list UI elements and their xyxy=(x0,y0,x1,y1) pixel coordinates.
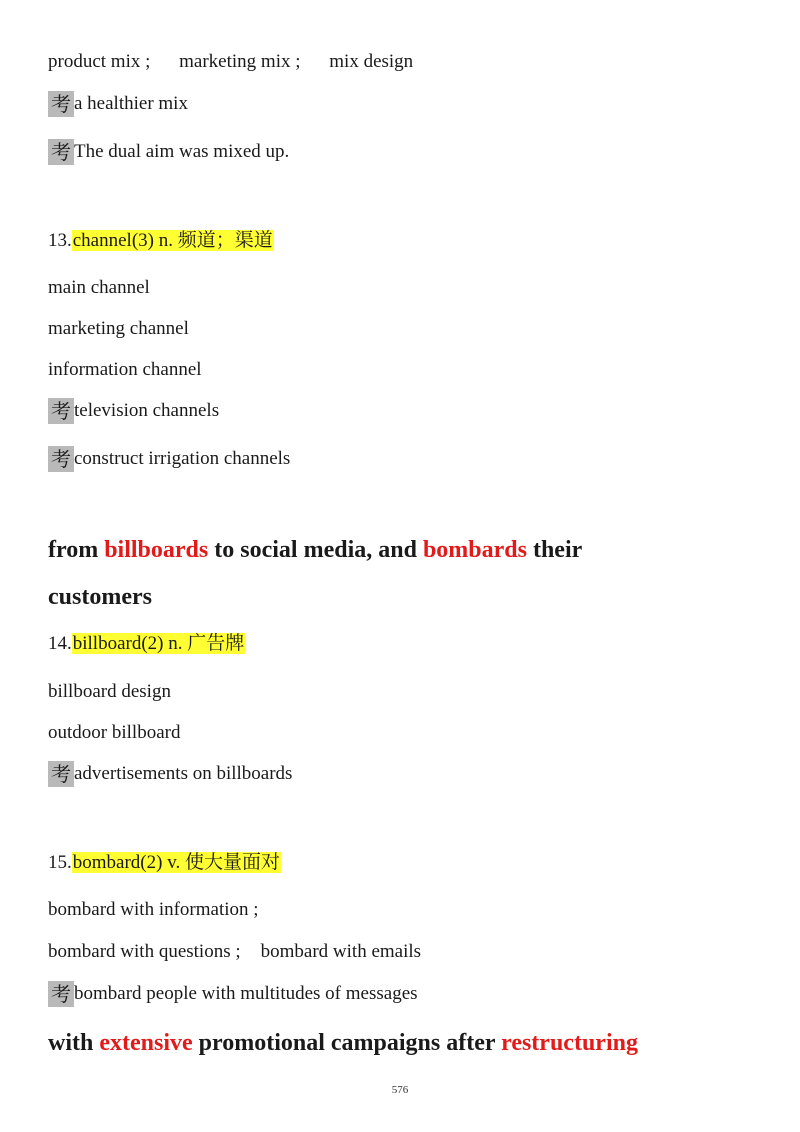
entry-headword: bombard(2) v. 使大量面对 xyxy=(72,852,280,873)
entry-14-phrase-1: billboard design xyxy=(48,681,171,702)
source-sentence-2 xyxy=(48,1028,638,1058)
entry-15-heading xyxy=(48,850,281,876)
mix-example-1 xyxy=(48,91,188,117)
entry-14-heading xyxy=(48,631,245,657)
entry-13-phrase-3: information channel xyxy=(48,359,202,380)
entry-14-example-1 xyxy=(48,761,292,787)
exam-marker-icon: 考 xyxy=(48,139,74,165)
page-number: 576 xyxy=(391,1084,409,1096)
mix-example-2 xyxy=(48,139,289,165)
sentence-text: to social media, and xyxy=(208,537,423,563)
emphasis-word: billboards xyxy=(104,537,209,563)
exam-marker-icon: 考 xyxy=(48,981,74,1007)
example-text: bombard people with multitudes of messages xyxy=(74,983,418,1004)
sentence-text: from xyxy=(48,537,105,563)
entry-13-example-2 xyxy=(48,446,290,472)
exam-marker-icon: 考 xyxy=(48,398,74,424)
phrase-marketing-mix: marketing mix ; xyxy=(179,51,301,72)
example-text: television channels xyxy=(74,400,220,421)
entry-15-phrase-1: bombard with information ; xyxy=(48,899,259,920)
entry-14-phrase-2: outdoor billboard xyxy=(48,722,181,743)
entry-number: 15. xyxy=(48,852,72,873)
entry-headword: channel(3) n. 频道；渠道 xyxy=(72,230,273,251)
source-sentence-1-line-1 xyxy=(48,535,582,565)
sentence-text: with xyxy=(48,1030,100,1056)
source-sentence-1-line-2: customers xyxy=(48,584,152,610)
exam-marker-icon: 考 xyxy=(48,91,74,117)
emphasis-word: extensive xyxy=(99,1030,193,1056)
emphasis-word: restructuring xyxy=(501,1030,638,1056)
sentence-text: promotional campaigns after xyxy=(192,1030,502,1056)
example-text: advertisements on billboards xyxy=(74,763,293,784)
example-text: a healthier mix xyxy=(74,93,188,114)
phrase-product-mix: product mix ; xyxy=(48,51,151,72)
entry-13-example-1 xyxy=(48,398,219,424)
sentence-text: their xyxy=(526,537,583,563)
mix-phrases-line xyxy=(48,49,413,75)
phrase-text: bombard with questions ; xyxy=(48,941,241,962)
entry-headword: billboard(2) n. 广告牌 xyxy=(72,633,245,654)
entry-13-phrase-1: main channel xyxy=(48,277,150,298)
entry-13-phrase-2: marketing channel xyxy=(48,318,189,339)
entry-number: 14. xyxy=(48,633,72,654)
example-text: The dual aim was mixed up. xyxy=(74,141,290,162)
exam-marker-icon: 考 xyxy=(48,446,74,472)
exam-marker-icon: 考 xyxy=(48,761,74,787)
entry-15-phrase-2 xyxy=(48,939,421,965)
entry-number: 13. xyxy=(48,230,72,251)
example-text: construct irrigation channels xyxy=(74,448,291,469)
emphasis-word: bombards xyxy=(422,537,527,563)
phrase-text: bombard with emails xyxy=(260,941,422,962)
entry-15-example-1 xyxy=(48,981,418,1007)
phrase-mix-design: mix design xyxy=(329,51,414,72)
entry-13-heading xyxy=(48,228,274,254)
